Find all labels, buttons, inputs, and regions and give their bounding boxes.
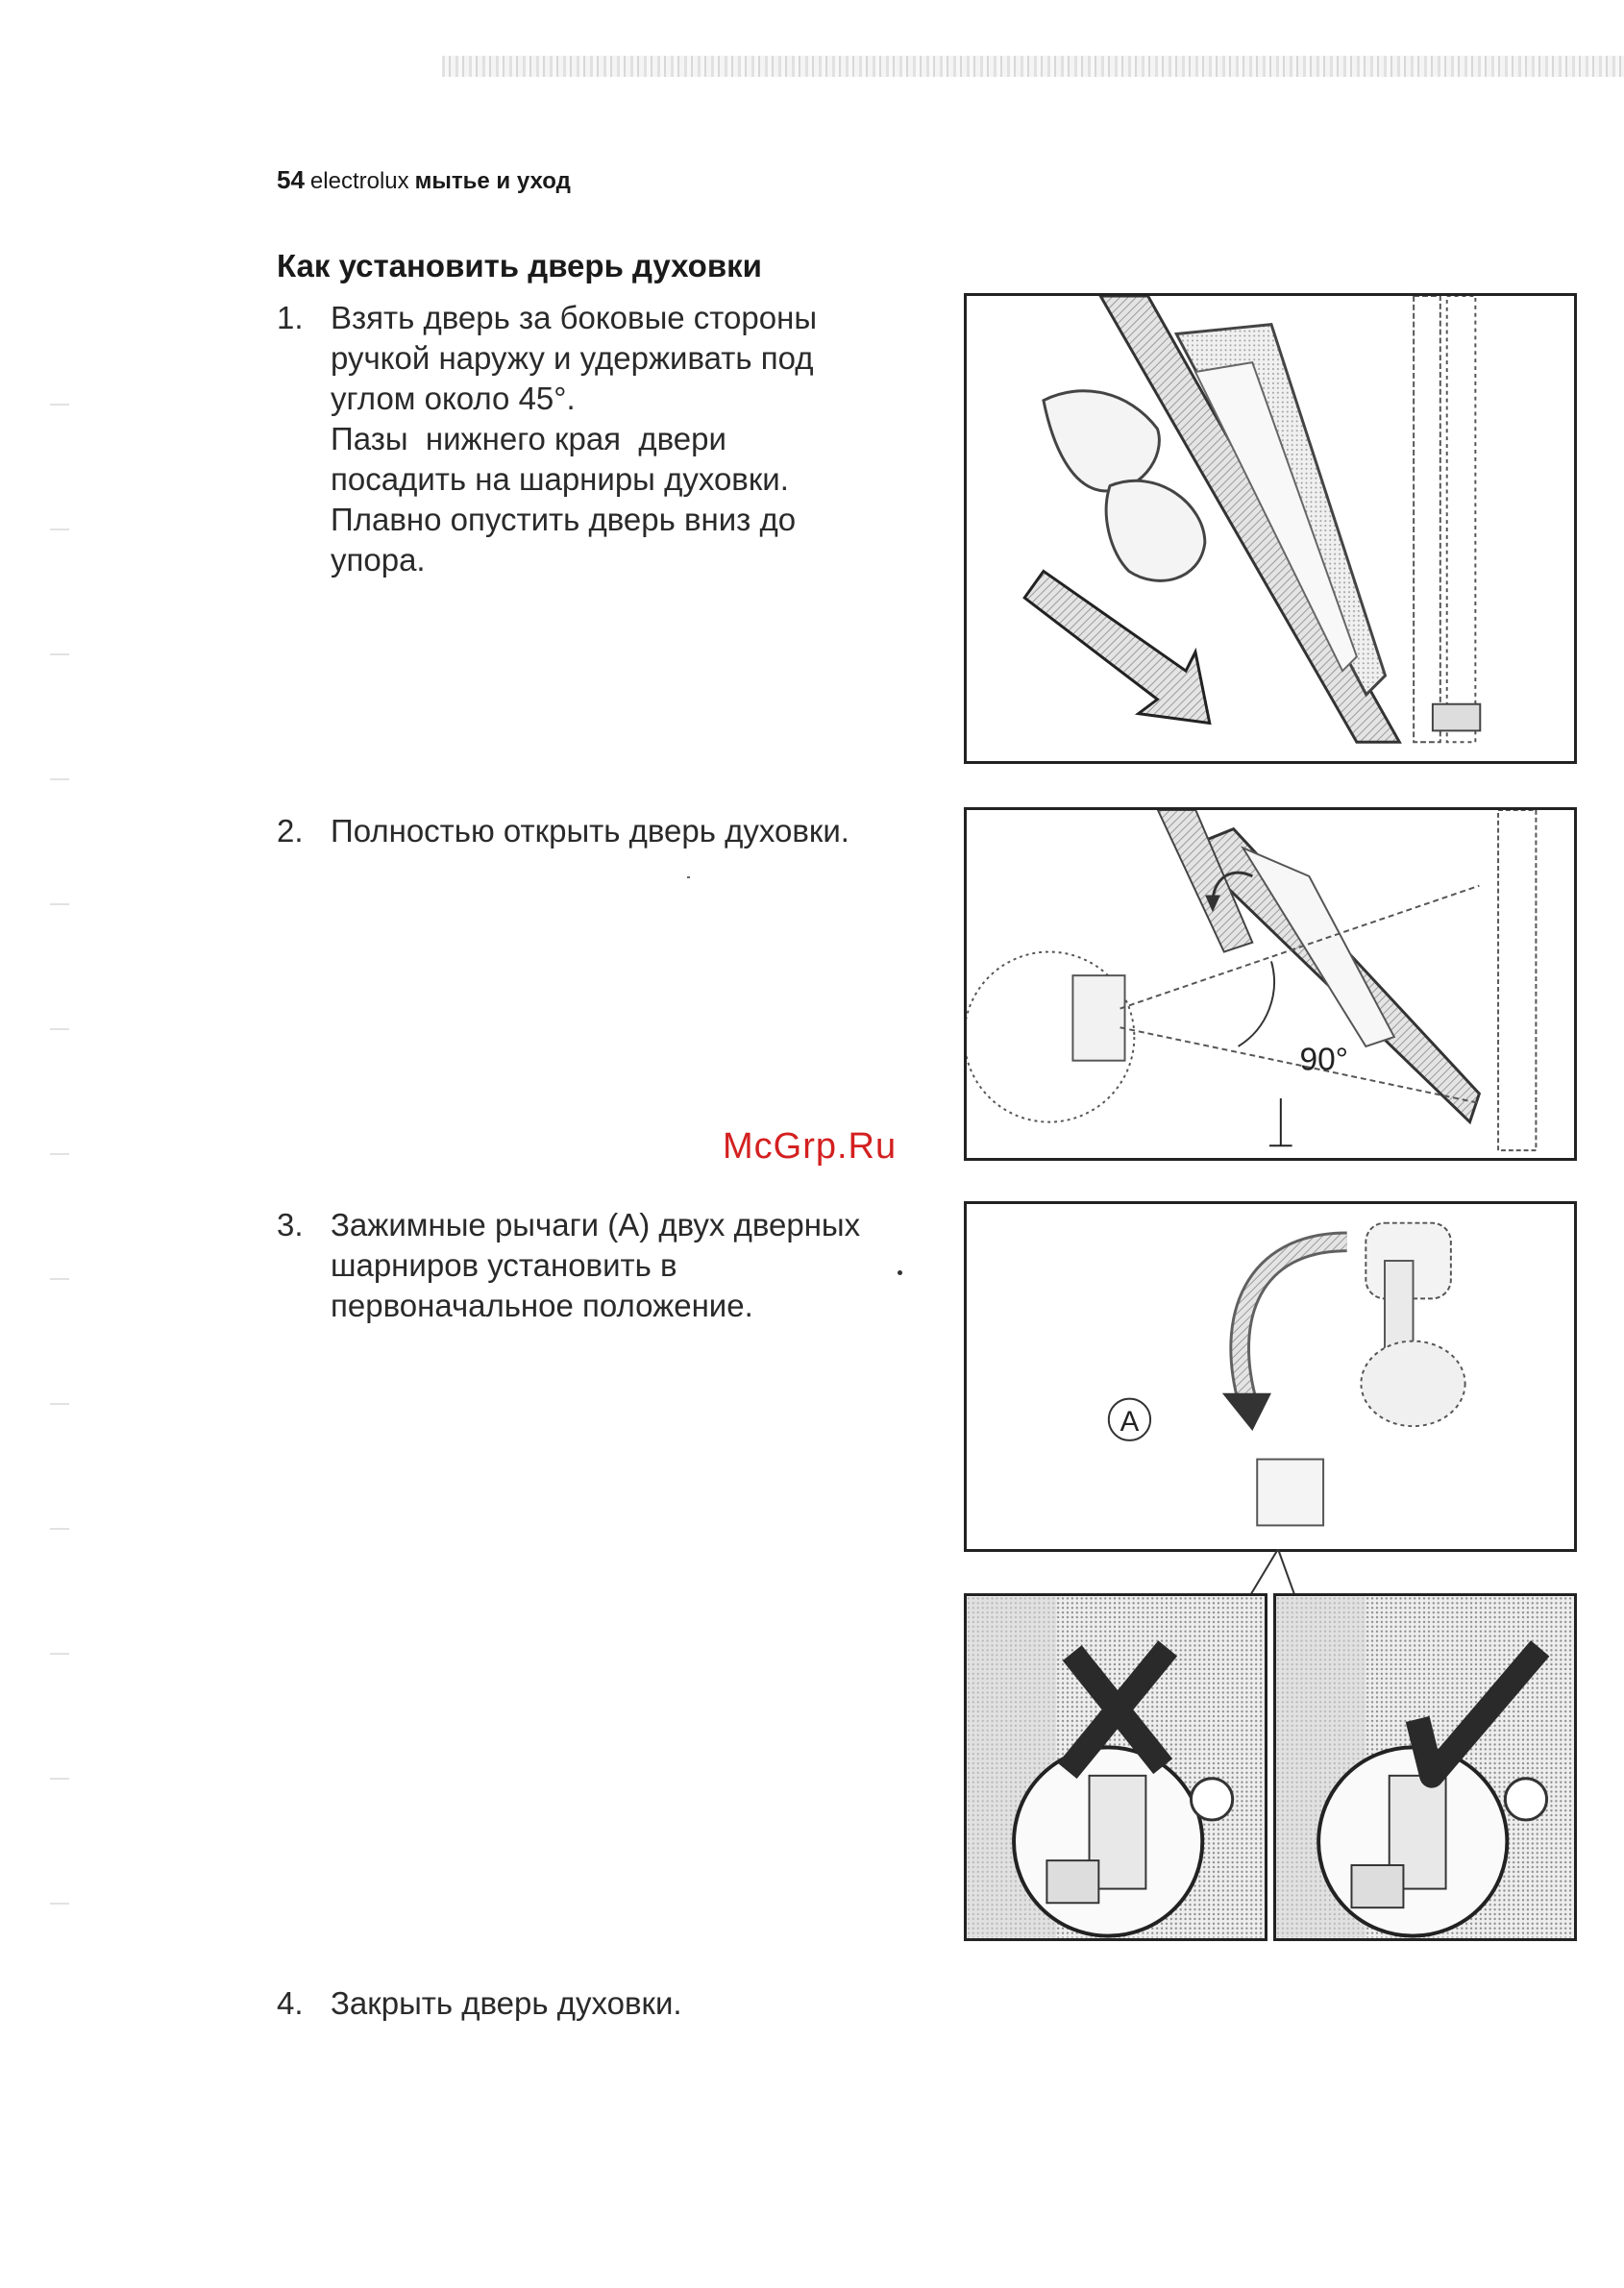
door-open-illustration bbox=[967, 810, 1574, 1158]
page-number: 54 bbox=[277, 165, 305, 194]
page-header bbox=[277, 165, 571, 195]
hinge-lever-illustration bbox=[967, 1204, 1574, 1549]
step-number: 4. bbox=[277, 1985, 304, 2021]
step-text: Взять дверь за боковые стороны ручкой наружу и удерживать под углом около 45°. Пазы нижнего края двери посадить на шарниры духовки. Плавно опустить дверь вниз до упора. bbox=[331, 300, 818, 578]
step-text: Зажимные рычаги (A) двух дверных шарниров установить в первоначальное положение. bbox=[331, 1207, 861, 1323]
figure-lever-correct bbox=[1273, 1593, 1577, 1941]
angle-label: 90° bbox=[1299, 1042, 1349, 1078]
step-text: Полностью открыть дверь духовки. bbox=[331, 813, 849, 849]
step-text: Закрыть дверь духовки. bbox=[331, 1985, 682, 2021]
door-insert-illustration bbox=[967, 296, 1574, 761]
step-number: 3. bbox=[277, 1207, 304, 1242]
brand-logo-text: electrolux bbox=[309, 168, 409, 194]
watermark: McGrp.Ru bbox=[723, 1126, 898, 1167]
lever-label: A bbox=[1120, 1406, 1140, 1439]
lever-wrong-illustration bbox=[967, 1596, 1265, 1938]
figure-hinge-lever bbox=[964, 1201, 1577, 1552]
section-title: мытье и уход bbox=[414, 168, 571, 194]
step-number: 2. bbox=[277, 813, 304, 849]
lever-correct-illustration bbox=[1276, 1596, 1574, 1938]
page-title: Как установить дверь духовки bbox=[277, 248, 762, 283]
scan-speck bbox=[687, 876, 690, 878]
scan-noise-left bbox=[50, 346, 69, 1980]
step-number: 1. bbox=[277, 300, 304, 335]
figure-door-open bbox=[964, 807, 1577, 1161]
figure-lever-wrong bbox=[964, 1593, 1267, 1941]
callout-lines bbox=[1240, 1549, 1316, 1597]
scan-noise-top bbox=[442, 56, 1624, 77]
scan-speck bbox=[898, 1270, 902, 1275]
figure-door-insert bbox=[964, 293, 1577, 764]
